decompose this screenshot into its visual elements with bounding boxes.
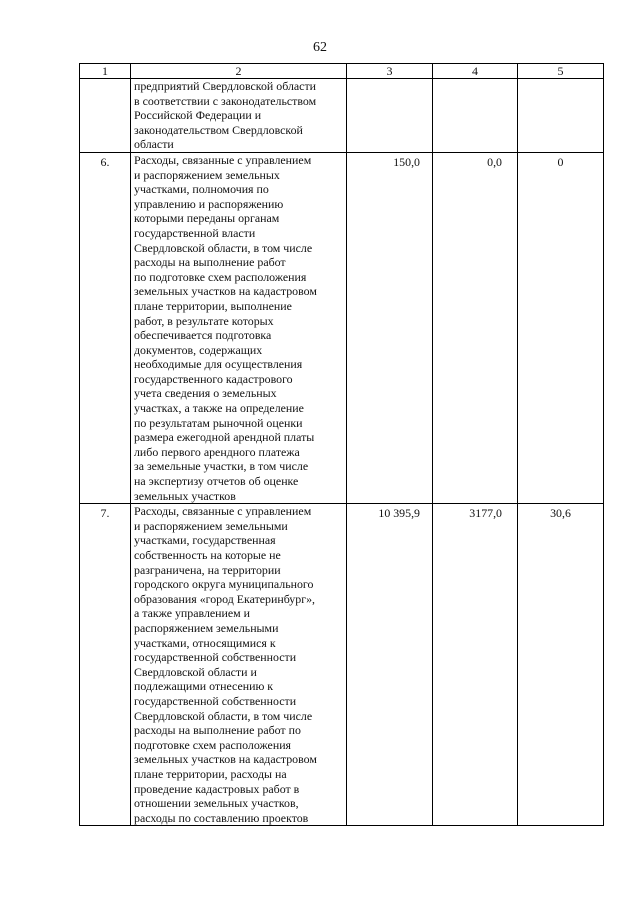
table-row bbox=[80, 504, 604, 826]
row-value-col3: 150,0 bbox=[347, 152, 433, 503]
row-value-col4: 3177,0 bbox=[433, 504, 518, 826]
column-header-4: 4 bbox=[433, 64, 518, 79]
row-description: Расходы, связанные с управлением и распоряжением земельными участками, государственная собственность на которые не разграничена, на территории городского округа муниципального образования «город Екатеринбург», а также управлением и распоряжением земельными участками, относящимися к государственной собственности Свердловской области и подлежащими отнесению к государственной собственности Свердловской области, в том числе расходы на выполнение работ по подготовке схем расположения земельных участков на кадастровом плане территории, расходы на проведение кадастровых работ в отношении земельных участков, расходы по составлению проектов bbox=[131, 504, 347, 826]
row-value-col3 bbox=[347, 79, 433, 153]
page-number: 62 bbox=[313, 40, 327, 55]
column-header-5: 5 bbox=[518, 64, 604, 79]
row-value-col5 bbox=[518, 79, 604, 153]
column-header-1: 1 bbox=[80, 64, 131, 79]
row-value-col3: 10 395,9 bbox=[347, 504, 433, 826]
row-number: 7. bbox=[80, 504, 131, 826]
row-value-col4 bbox=[433, 79, 518, 153]
column-header-3: 3 bbox=[347, 64, 433, 79]
row-value-col4: 0,0 bbox=[433, 152, 518, 503]
expenses-table bbox=[79, 63, 604, 826]
row-value-col5: 30,6 bbox=[518, 504, 604, 826]
row-value-col5: 0 bbox=[518, 152, 604, 503]
column-header-2: 2 bbox=[131, 64, 347, 79]
row-number bbox=[80, 79, 131, 153]
row-description: Расходы, связанные с управлением и распоряжением земельных участками, полномочия по управлению и распоряжению которыми переданы органам государственной власти Свердловской области, в том числе расходы на выполнение работ по подготовке схем расположения земельных участков на кадастровом плане территории, выполнение работ, в результате которых обеспечивается подготовка документов, содержащих необходимые для осуществления государственного кадастрового учета сведения о земельных участках, а также на определение по результатам рыночной оценки размера ежегодной арендной платы либо первого арендного платежа за земельные участки, в том числе на экспертизу отчетов об оценке земельных участков bbox=[131, 152, 347, 503]
row-description: предприятий Свердловской области в соответствии с законодательством Российской Федерации и законодательством Свердловской области bbox=[131, 79, 347, 153]
table-row bbox=[80, 79, 604, 153]
row-number: 6. bbox=[80, 152, 131, 503]
table-row bbox=[80, 152, 604, 503]
table-header-row bbox=[80, 64, 604, 79]
